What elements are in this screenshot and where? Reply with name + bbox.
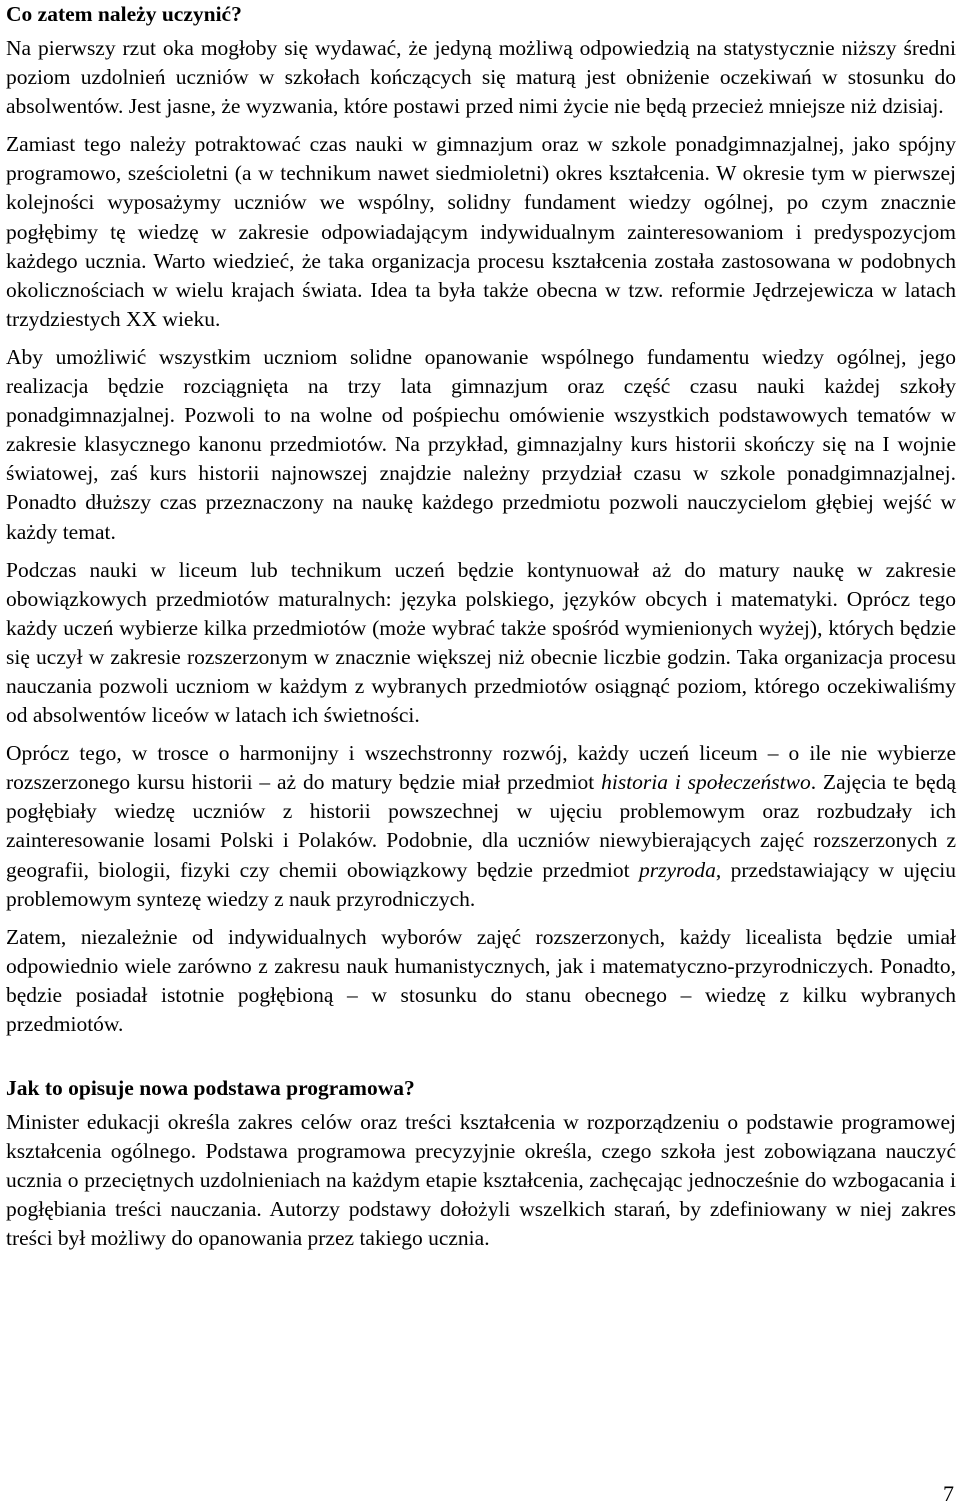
paragraph-5-text-b: . Zajęcia te będą pogłębiały wiedzę uczniów z historii powszechnej w ujęciu problemowym oraz rozbudzały ich zainteresowanie losami Polski i Polaków. Podobnie, dla uczniów niewybierających zajęć rozszerzonych z geografii, biologii, fizyki czy chemii obowiązkowy będzie przedmiot: [6, 770, 956, 882]
paragraph-7: Minister edukacji określa zakres celów oraz treści kształcenia w rozporządzeniu o podstawie programowej kształcenia ogólnego. Podstawa programowa precyzyjnie określa, czego szkoła jest zobowiązana nauczyć ucznia o przeciętnych uzdolnieniach na każdym etapie kształcenia, zachęcając jednocześnie do wzbogacania i pogłębiania treści nauczania. Autorzy podstawy dołożyli wszelkich starań, by zdefiniowany w niej zakres treści był możliwy do opanowania przez takiego ucznia.: [6, 1110, 956, 1251]
section-heading-core-curriculum: Jak to opisuje nowa podstawa programowa?: [6, 1076, 415, 1101]
paragraph-5-text-a: Oprócz tego, w trosce o harmonijny i wszechstronny rozwój, każdy uczeń liceum – o ile nie wybierze rozszerzonego kursu historii – aż do matury będzie miał przedmiot: [6, 741, 956, 795]
page-number: 7: [943, 1481, 954, 1506]
paragraph-1: Na pierwszy rzut oka mogłoby się wydawać, że jedyną możliwą odpowiedzią na statystycznie niższy średni poziom uzdolnień uczniów w szkołach kończących się maturą jest obniżenie oczekiwań w stosunku do absolwentów. Jest jasne, że wyzwania, które postawi przed nimi życie nie będą przecież mniejsze niż dzisiaj.: [6, 36, 956, 119]
section-heading-what-to-do: Co zatem należy uczynić?: [6, 2, 242, 26]
paragraph-6: Zatem, niezależnie od indywidualnych wyborów zajęć rozszerzonych, każdy licealista będzie umiał odpowiednio wiele zarówno z zakresu nauk humanistycznych, jak i matematyczno-przyrodniczych. Ponadto, będzie posiadał istotnie pogłębioną – w stosunku do stanu obecnego – wiedzę z kilku wybranych przedmiotów.: [6, 924, 956, 1036]
subject-name-history-society: historia i społeczeństwo: [601, 770, 811, 795]
paragraph-5: [6, 739, 956, 914]
subject-name-nature: przyroda: [638, 857, 716, 882]
paragraph-3: Aby umożliwić wszystkim uczniom solidne opanowanie wspólnego fundamentu wiedzy ogólnej, jego realizacja będzie rozciągnięta na trzy lata gimnazjum oraz część czasu nauki każdej szkoły ponadgimnazjalnej. Pozwoli to na wolne od pośpiechu omówienie wszystkich podstawowych tematów w zakresie klasycznego kanonu przedmiotów. Na przykład, gimnazjalny kurs historii skończy się na I wojnie światowej, zaś kurs historii najnowszej znajdzie należny przydział czasu w szkole ponadgimnazjalnej. Ponadto dłuższy czas przeznaczony na naukę każdego przedmiotu pozwoli nauczycielom głębiej wejść w każdy temat.: [6, 344, 956, 544]
document-page: [6, 0, 956, 1254]
paragraph-5-text-c: , przedstawiający w ujęciu problemowym syntezę wiedzy z nauk przyrodniczych.: [6, 857, 956, 911]
paragraph-2: Zamiast tego należy potraktować czas nauki w gimnazjum oraz w szkole ponadgimnazjalnej, jako spójny programowo, sześcioletni (a w technikum nawet siedmioletni) okres kształcenia. W okresie tym w pierwszej kolejności wyposażymy uczniów we wspólny, solidny fundament wiedzy ogólnej, po czym znacznie pogłębimy tę wiedzę w zakresie odpowiadającym indywidualnym zainteresowaniom i predyspozycjom każdego ucznia. Warto wiedzieć, że taka organizacja procesu kształcenia została zastosowana w podobnych okolicznościach w wielu krajach świata. Idea ta była także obecna w tzw. reformie Jędrzejewicza w latach trzydziestych XX wieku.: [6, 132, 956, 331]
paragraph-4: Podczas nauki w liceum lub technikum uczeń będzie kontynuował aż do matury naukę w zakresie obowiązkowych przedmiotów maturalnych: języka polskiego, języków obcych i matematyki. Oprócz tego każdy uczeń wybierze kilka przedmiotów (może wybrać także spośród wymienionych wyżej), których będzie się uczył w zakresie rozszerzonym w znacznie większej niż obecnie liczbie godzin. Taka organizacja procesu nauczania pozwoli uczniom w każdym z wybranych przedmiotów osiągnąć poziom, którego oczekiwaliśmy od absolwentów liceów w latach ich świetności.: [6, 557, 956, 728]
